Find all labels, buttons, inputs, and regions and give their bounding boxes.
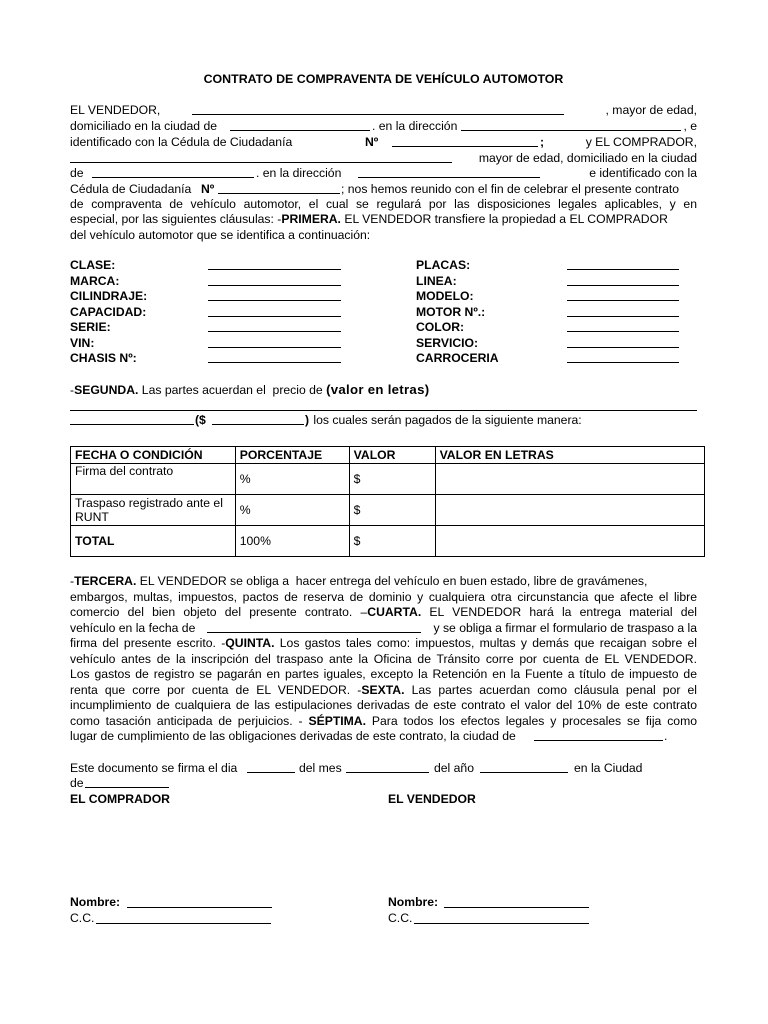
blank-field[interactable] [70,410,697,411]
vehicle-row: MARCA: LINEA: [70,274,697,290]
intro-line-2: domiciliado en la ciudad de . en la dirección , e [70,119,697,133]
table-cell[interactable]: % [235,464,349,495]
blank-field[interactable] [208,331,341,332]
vehicle-row: CILINDRAJE: MODELO: [70,289,697,305]
buyer-name-label: Nombre: [70,895,121,909]
payment-table [70,446,705,557]
table-row [71,464,705,495]
blank-field[interactable] [92,166,254,178]
document-title: CONTRATO DE COMPRAVENTA DE VEHÍCULO AUTOMOTOR [203,72,564,86]
vehicle-row: CAPACIDAD: MOTOR Nº.: [70,305,697,321]
blank-field[interactable] [247,761,295,773]
seller-cc-field[interactable] [414,912,589,924]
intro-line-5: de . en la dirección e identificado con la [70,166,697,180]
blank-field[interactable] [70,151,452,163]
table-cell: TOTAL [71,526,236,557]
blank-field[interactable] [207,621,421,633]
column-header: PORCENTAJE [235,447,349,464]
blank-field[interactable] [567,269,679,270]
blank-field[interactable] [567,347,679,348]
intro-line-7: de compraventa de vehículo automotor, el cual se regulará por las disposiciones legales aplicables, y en [70,197,697,211]
blank-field[interactable] [208,300,341,301]
vehicle-row: CLASE: PLACAS: [70,258,697,274]
blank-field[interactable] [70,413,194,425]
blank-field[interactable] [358,166,540,178]
table-cell[interactable] [435,495,704,526]
clause-line-8: renta que corre por cuenta de EL VENDEDOR. -SEXTA. Las partes acuerdan como cláusula penal por el [70,683,697,697]
buyer-name-field[interactable] [127,896,272,908]
clause-line-7: Los gastos de registro se pagarán en partes iguales, excepto la Retención en la Fuente a título de impuesto de [70,667,697,681]
blank-field[interactable] [567,362,679,363]
blank-field[interactable] [208,362,341,363]
segunda-line-1: -SEGUNDA. Las partes acuerdan el precio de (valor en letras) [70,382,430,397]
buyer-cc-label: C.C. [70,911,95,925]
column-header: VALOR [349,447,435,464]
table-cell[interactable]: $ [349,526,435,557]
table-cell[interactable]: $ [349,495,435,526]
blank-field[interactable] [461,119,681,131]
seller-name-field[interactable] [444,896,589,908]
blank-field[interactable] [85,776,169,788]
blank-field[interactable] [230,119,370,131]
blank-field[interactable] [567,300,679,301]
buyer-heading: EL COMPRADOR [70,792,170,806]
seller-name-label: Nombre: [388,895,439,909]
seller-cc-label: C.C. [388,911,413,925]
vehicle-row: SERIE: COLOR: [70,320,697,336]
vehicle-row: VIN: SERVICIO: [70,336,697,352]
blank-field[interactable] [480,761,568,773]
table-cell[interactable] [435,464,704,495]
intro-line-6: Cédula de Ciudadanía Nº ; nos hemos reunido con el fin de celebrar el presente contrato [70,182,680,196]
signing-line-1: Este documento se firma el dia del mes del año en la Ciudad [70,761,643,775]
intro-line-8: especial, por las siguientes cláusulas: -PRIMERA. EL VENDEDOR transfiere la propiedad a EL COMPRADOR [70,212,668,226]
blank-field[interactable] [208,285,341,286]
table-cell: 100% [235,526,349,557]
blank-field[interactable] [208,347,341,348]
table-header-row [71,447,705,464]
table-cell: Firma del contrato [71,464,236,495]
clause-line-6: vehículo antes de la inscripción del traspaso ante la Oficina de Tránsito corre por cuenta de EL VENDEDOR. [70,652,697,666]
intro-line-3: identificado con la Cédula de Ciudadanía Nº ; y EL COMPRADOR, [70,135,697,149]
clause-line-1: -TERCERA. EL VENDEDOR se obliga a hacer entrega del vehículo en buen estado, libre de gravámenes, [70,574,648,588]
blank-field[interactable] [567,316,679,317]
buyer-cc-field[interactable] [96,912,271,924]
clause-line-11: lugar de cumplimiento de las obligaciones derivadas de este contrato, la ciudad de . [70,729,668,743]
blank-field[interactable] [567,285,679,286]
clause-line-4: vehículo en la fecha de y se obliga a firmar el formulario de traspaso a la [70,621,697,635]
column-header: VALOR EN LETRAS [435,447,704,464]
signing-line-2: de [70,776,697,792]
table-cell[interactable] [435,526,704,557]
clause-line-3: comercio del bien objeto del presente contrato. –CUARTA. EL VENDEDOR hará la entrega material del [70,605,697,619]
blank-field[interactable] [192,103,564,115]
column-header: FECHA O CONDICIÓN [71,447,236,464]
blank-field[interactable] [208,316,341,317]
blank-field[interactable] [212,413,304,425]
blank-field[interactable] [208,269,341,270]
blank-field[interactable] [346,761,429,773]
intro-line-1: EL VENDEDOR, , mayor de edad, [70,103,697,117]
table-cell[interactable]: % [235,495,349,526]
clause-line-2: embargos, multas, impuestos, pactos de reserva de dominio y cualquiera otra circunstancia que afecte el libre [70,590,697,604]
seller-heading: EL VENDEDOR [388,792,476,806]
clause-line-10: como tasación anticipada de perjuicios. - SÉPTIMA. Para todos los efectos legales y procesales se fija como [70,714,697,728]
table-cell: Traspaso registrado ante el RUNT [71,495,236,526]
table-cell[interactable]: $ [349,464,435,495]
blank-field[interactable] [218,182,340,194]
blank-field[interactable] [567,331,679,332]
intro-line-9: del vehículo automotor que se identifica a continuación: [70,228,371,242]
table-row [71,526,705,557]
table-row [71,495,705,526]
clause-line-9: incumplimiento de cualquiera de las estipulaciones derivadas de este contrato el valor del 10% de este contrato [70,698,697,712]
clause-line-5: firma del presente escrito. -QUINTA. Los gastos tales como: impuestos, multas y demás que recaigan sobre el [70,636,697,650]
blank-field[interactable] [392,135,538,147]
vehicle-row: CHASIS Nº: CARROCERIA [70,351,697,367]
blank-field[interactable] [534,729,663,741]
